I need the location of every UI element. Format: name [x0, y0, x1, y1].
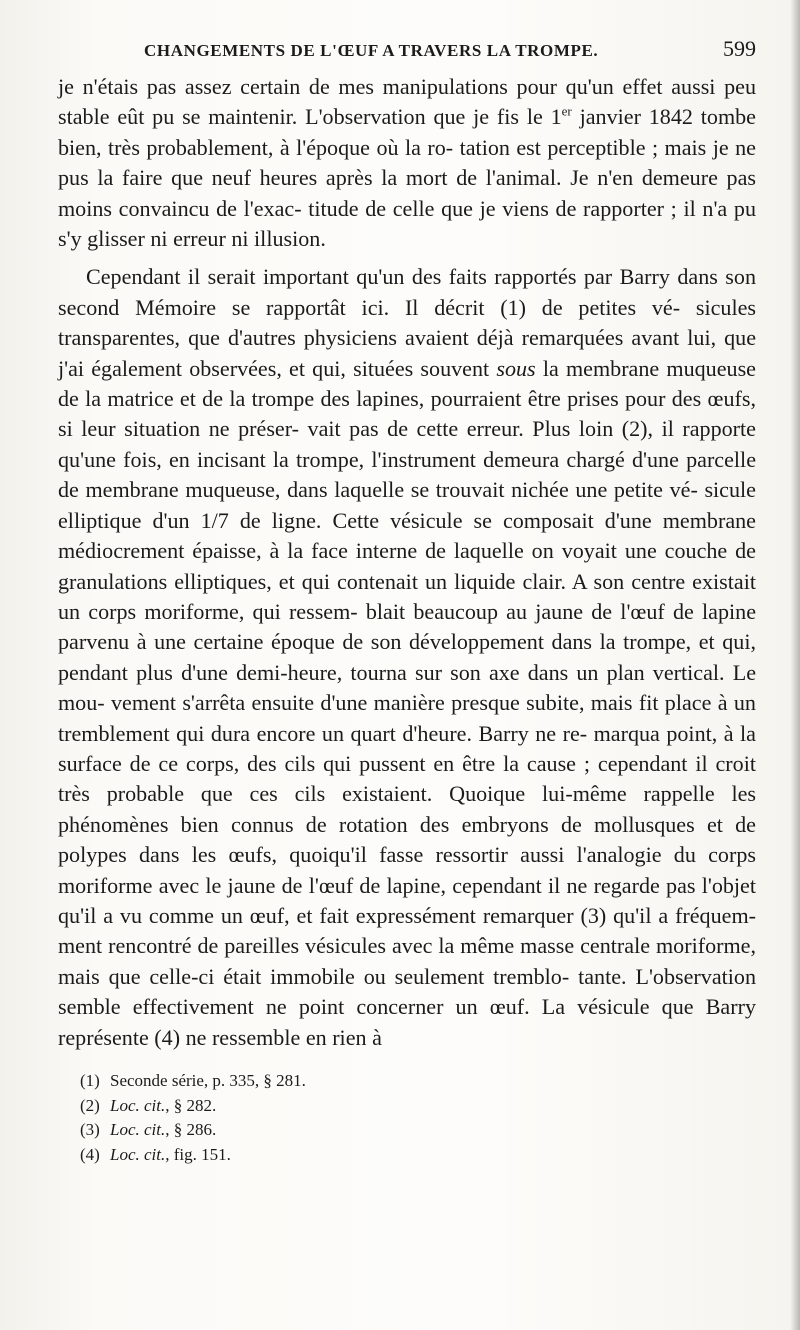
text-line: Quoique lui-même rappelle les phénomènes bien connus de rotation	[58, 781, 757, 837]
text-line: comme un œuf, et fait expressément remarquer (3) qu'il a fréquem-	[148, 902, 756, 928]
footnote-italic: Loc. cit.	[110, 1120, 166, 1139]
footnote	[80, 1143, 756, 1168]
text-line: à un tremblement qui dura encore un quart d'heure. Barry ne re-	[58, 690, 756, 746]
text-line: la membrane muqueuse de la matrice et de la trompe des lapines,	[58, 355, 756, 412]
text-line: pourraient être prises pour des œufs, si leur situation ne préser-	[58, 386, 756, 442]
page-header	[58, 36, 756, 72]
footnote-text: Seconde série, p. 335, § 281.	[110, 1071, 306, 1090]
footnote-mark: (3)	[80, 1120, 100, 1139]
date-ordinal: 1er	[550, 104, 572, 130]
text-line: je n'étais pas assez certain de mes manipulations pour qu'un effet	[58, 74, 663, 99]
text-line: tante. L'observation semble effectivement ne point concerner un	[58, 963, 757, 1020]
paragraph-1	[58, 72, 756, 254]
footnote-text: , fig. 151.	[165, 1144, 231, 1164]
text-line: moriforme, mais que celle-ci était immobile ou seulement tremblo-	[58, 933, 756, 989]
text-line: liquide clair. A son centre existait un corps moriforme, qui ressem-	[58, 568, 756, 624]
footnote-mark: (2)	[80, 1095, 100, 1115]
footnote-italic: Loc. cit.	[110, 1095, 166, 1115]
footnote	[80, 1094, 756, 1119]
text-line: voyait une couche de granulations elliptiques, et qui contenait un	[58, 538, 756, 594]
book-page	[58, 36, 756, 1167]
footnote	[80, 1069, 756, 1094]
text-line: avant lui, que j'ai également observées, et qui, situées souvent	[58, 325, 757, 381]
italic-word: sous	[496, 355, 536, 381]
footnote-italic: Loc. cit.	[110, 1144, 166, 1164]
text-line: aussi peu stable eût pu se maintenir. L'observation que je fis le	[58, 74, 756, 130]
text-line: sicule elliptique d'un 1/7 de ligne. Cette vésicule se composait d'une	[58, 477, 756, 533]
footnote	[80, 1118, 756, 1143]
footnote-text: , § 282.	[165, 1095, 217, 1115]
paragraph-2	[58, 262, 756, 1053]
text-line: époque de son développement dans la trompe, et qui, pendant plus	[58, 629, 756, 685]
text-line: Cependant il serait important qu'un des faits rapportés par Barry	[86, 264, 670, 290]
text-line: blait beaucoup au jaune de l'œuf de lapine parvenu à une certaine	[58, 598, 757, 655]
footnote-mark: (1)	[80, 1071, 100, 1090]
text-line: ment rencontré de pareilles vésicules avec la même masse centrale	[58, 933, 651, 959]
text-line: titude de celle que je viens de rapporter ; il n'a pu s'y glisser ni erreur	[58, 195, 756, 252]
text-line: membrane médiocrement épaisse, à la face interne de laquelle on	[58, 507, 756, 564]
text-line: vement s'arrêta ensuite d'une manière presque subite, mais fit place	[110, 690, 712, 716]
footnote-mark: (4)	[80, 1144, 100, 1164]
text-line: dans son second Mémoire se rapportât ici. Il décrit (1) de petites vé-	[58, 264, 756, 320]
running-head: CHANGEMENTS DE L'ŒUF A TRAVERS LA TROMPE.	[144, 41, 599, 60]
text-line: fasse ressortir aussi l'analogie du corps moriforme avec le jaune de	[58, 842, 756, 898]
text-line: tation est perceptible ; mais je ne pus la faire que neuf heures après	[58, 134, 756, 191]
footnotes	[58, 1069, 756, 1167]
text-line: œuf. La vésicule que Barry représente (4) ne ressemble en rien à	[58, 994, 756, 1050]
text-line: membrane muqueuse, dans laquelle se trouvait nichée une petite vé-	[85, 477, 698, 503]
text-line: l'œuf de lapine, cependant il ne regarde pas l'objet qu'il a vu	[58, 872, 756, 928]
text-line: la cause ; cependant il croit très probable que ces cils existaient.	[58, 750, 756, 807]
page-edge-shadow	[790, 0, 800, 1330]
text-line: marqua point, à la surface de ce corps, des cils qui pussent en être	[58, 720, 756, 776]
text-line: incisant la trompe, l'instrument demeura chargé d'une parcelle de	[58, 446, 756, 503]
page-number: 599	[723, 36, 756, 61]
body-text	[58, 72, 756, 1053]
footnote-text: , § 286.	[165, 1120, 217, 1139]
text-line: la mort de l'animal. Je n'en demeure pas moins convaincu de l'exac-	[58, 165, 756, 221]
text-line: ni illusion.	[231, 226, 326, 252]
text-line: des embryons de mollusques et de polypes dans les œufs, quoiqu'il	[58, 811, 756, 868]
text-line: d'une demi-heure, tourna sur son axe dans un plan vertical. Le mou-	[58, 659, 756, 716]
text-line: janvier 1842 tombe bien, très probablement, à l'époque où la ro-	[58, 104, 756, 160]
text-line: vait pas de cette erreur. Plus loin (2), il rapporte qu'une fois, en	[58, 416, 756, 472]
text-line: sicules transparentes, que d'autres physiciens avaient déjà remarquées	[58, 294, 756, 351]
